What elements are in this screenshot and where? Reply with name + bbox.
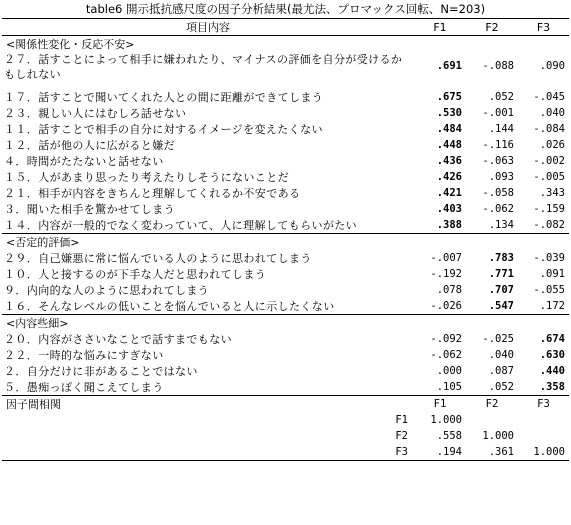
loading-f3: -.002 — [533, 154, 565, 167]
table-row — [2, 250, 569, 266]
table-row — [2, 137, 569, 153]
correlation-value: 1.000 — [518, 444, 569, 461]
loading-f3: -.084 — [533, 122, 565, 135]
section-header-row — [2, 315, 569, 332]
loading-f2: .134 — [488, 218, 514, 231]
header-f2: F2 — [466, 19, 518, 36]
section-title: <内容些細> — [2, 315, 569, 332]
correlation-row-label: F2 — [395, 429, 408, 442]
table-row — [2, 331, 569, 347]
loading-f1: .484 — [436, 122, 462, 135]
loading-f2: -.058 — [482, 186, 514, 199]
loading-f1: .388 — [436, 218, 462, 231]
correlation-value — [466, 412, 518, 428]
correlation-title-row — [2, 396, 569, 413]
table-header-row — [2, 19, 569, 36]
table-row — [2, 169, 569, 185]
table-row — [2, 105, 569, 121]
loading-f3: .674 — [539, 332, 565, 345]
loading-f3: -.045 — [533, 90, 565, 103]
correlation-value: .558 — [436, 429, 462, 442]
table-body — [2, 36, 569, 461]
item-label: １５．人があまり思ったり考えたりしそうにないことだ — [4, 170, 289, 184]
table-row — [2, 185, 569, 201]
header-f3: F3 — [518, 19, 569, 36]
table-row — [2, 379, 569, 396]
correlation-row-label: F3 — [2, 444, 414, 461]
table-row — [2, 298, 569, 315]
item-label: ２２．一時的な悩みにすぎない — [4, 348, 164, 362]
item-label: １０．人と接するのが下手な人だと思われてしまう — [4, 267, 267, 281]
table-row — [2, 89, 569, 105]
loading-f1: .530 — [436, 106, 462, 119]
loading-f1: .078 — [436, 283, 462, 296]
loading-f3: .358 — [539, 380, 565, 393]
loading-f1: -.026 — [430, 299, 462, 312]
header-f1: F1 — [414, 19, 466, 36]
loading-f2: .040 — [488, 348, 514, 361]
table-row — [2, 347, 569, 363]
loading-f1: .403 — [436, 202, 462, 215]
loading-f2: .771 — [488, 267, 514, 280]
correlation-title: 因子間相関 — [2, 396, 414, 413]
loading-f3: .090 — [539, 60, 565, 72]
item-label: １６．そんなレベルの低いことを悩んでいると人に示したくない — [4, 299, 335, 313]
item-label: ２３．親しい人にはむしろ話せない — [4, 106, 187, 120]
loading-f1: .426 — [436, 170, 462, 183]
correlation-value — [518, 428, 569, 444]
loading-f2: -.116 — [482, 138, 514, 151]
loading-f1: .421 — [436, 186, 462, 199]
loading-f1: .675 — [436, 90, 462, 103]
table-row — [2, 266, 569, 282]
loading-f3: .172 — [539, 299, 565, 312]
loading-f3: .026 — [539, 138, 565, 151]
correlation-head: F3 — [518, 396, 569, 413]
table-row — [2, 153, 569, 169]
loading-f2: -.063 — [482, 154, 514, 167]
correlation-head: F1 — [414, 396, 466, 413]
loading-f3: -.159 — [533, 202, 565, 215]
loading-f3: -.082 — [533, 218, 565, 231]
item-label: ２．自分だけに非があることではない — [4, 364, 198, 378]
item-label: ２１．相手が内容をきちんと理解してくれるか不安である — [4, 186, 301, 200]
loading-f1: -.007 — [430, 251, 462, 264]
correlation-value: .361 — [466, 444, 518, 461]
item-label: ５．愚痴っぽく聞こえてしまう — [4, 380, 164, 394]
correlation-value: .194 — [414, 444, 466, 461]
loading-f3: -.005 — [533, 170, 565, 183]
item-label: ３．聞いた相手を驚かせてしまう — [4, 202, 175, 216]
loading-f3: .440 — [539, 364, 565, 377]
loading-f2: .547 — [488, 299, 514, 312]
correlation-row — [2, 428, 569, 444]
correlation-row-label: F1 — [395, 413, 408, 426]
table-row — [2, 52, 569, 89]
correlation-value: 1.000 — [430, 413, 462, 426]
table-row — [2, 217, 569, 234]
correlation-row — [2, 444, 569, 461]
loading-f1: .448 — [436, 138, 462, 151]
loading-f2: -.088 — [482, 60, 514, 72]
item-label: ９．内向的な人のように思われてしまう — [4, 283, 210, 297]
section-title: <否定的評価> — [2, 234, 569, 251]
loading-f2: -.001 — [482, 106, 514, 119]
header-item-content: 項目内容 — [2, 19, 414, 36]
table-row — [2, 121, 569, 137]
section-title: <関係性変化・反応不安> — [6, 37, 135, 51]
loading-f3: -.055 — [533, 283, 565, 296]
correlation-head: F2 — [466, 396, 518, 413]
loading-f3: .630 — [539, 348, 565, 361]
loading-f2: .052 — [488, 90, 514, 103]
loading-f1: .436 — [436, 154, 462, 167]
loading-f3: -.039 — [533, 251, 565, 264]
loading-f3: .091 — [539, 267, 565, 280]
loading-f3: .040 — [539, 106, 565, 119]
loading-f1: .105 — [436, 380, 462, 393]
loading-f2: -.062 — [482, 202, 514, 215]
loading-f1: .691 — [436, 60, 462, 72]
correlation-row — [2, 412, 569, 428]
loading-f2: .093 — [488, 170, 514, 183]
loading-f3: .343 — [539, 186, 565, 199]
loading-f2: .087 — [488, 364, 514, 377]
table-row — [2, 201, 569, 217]
item-label: １１．話すことで相手の自分に対するイメージを変えたくない — [4, 122, 323, 136]
loading-f2: .144 — [488, 122, 514, 135]
table-row — [2, 282, 569, 298]
section-header-row — [2, 36, 569, 53]
section-header-row — [2, 234, 569, 251]
loading-f1: -.192 — [430, 267, 462, 280]
table-caption: table6 開示抵抗感尺度の因子分析結果(最尤法、プロマックス回転、N=203) — [85, 2, 486, 16]
loading-f2: .783 — [488, 251, 514, 264]
factor-analysis-table — [2, 18, 569, 461]
loading-f2: -.025 — [482, 332, 514, 345]
item-label: １７．話すことで聞いてくれた人との間に距離ができてしまう — [4, 90, 324, 104]
loading-f2: .052 — [488, 380, 514, 393]
loading-f1: .000 — [436, 364, 462, 377]
correlation-value: 1.000 — [482, 429, 514, 442]
item-label: ２７．話すことによって相手に嫌われたり、マイナスの評価を自分が受けるかもしれない — [4, 53, 403, 81]
table-row — [2, 363, 569, 379]
correlation-value — [518, 412, 569, 428]
item-label: １２．話が他の人に広がると嫌だ — [4, 138, 175, 152]
loading-f1: -.062 — [430, 348, 462, 361]
item-label: ４．時間がたたないと話せない — [4, 154, 164, 168]
item-label: ２９．自己嫌悪に常に悩んでいる人のように思われてしまう — [4, 251, 312, 265]
loading-f2: .707 — [488, 283, 514, 296]
item-label: ２０．内容がささいなことで話すまでもない — [4, 332, 232, 346]
item-label: １４．内容が一般的でなく変わっていて、人に理解してもらいがたい — [4, 218, 358, 232]
loading-f1: -.092 — [430, 332, 462, 345]
